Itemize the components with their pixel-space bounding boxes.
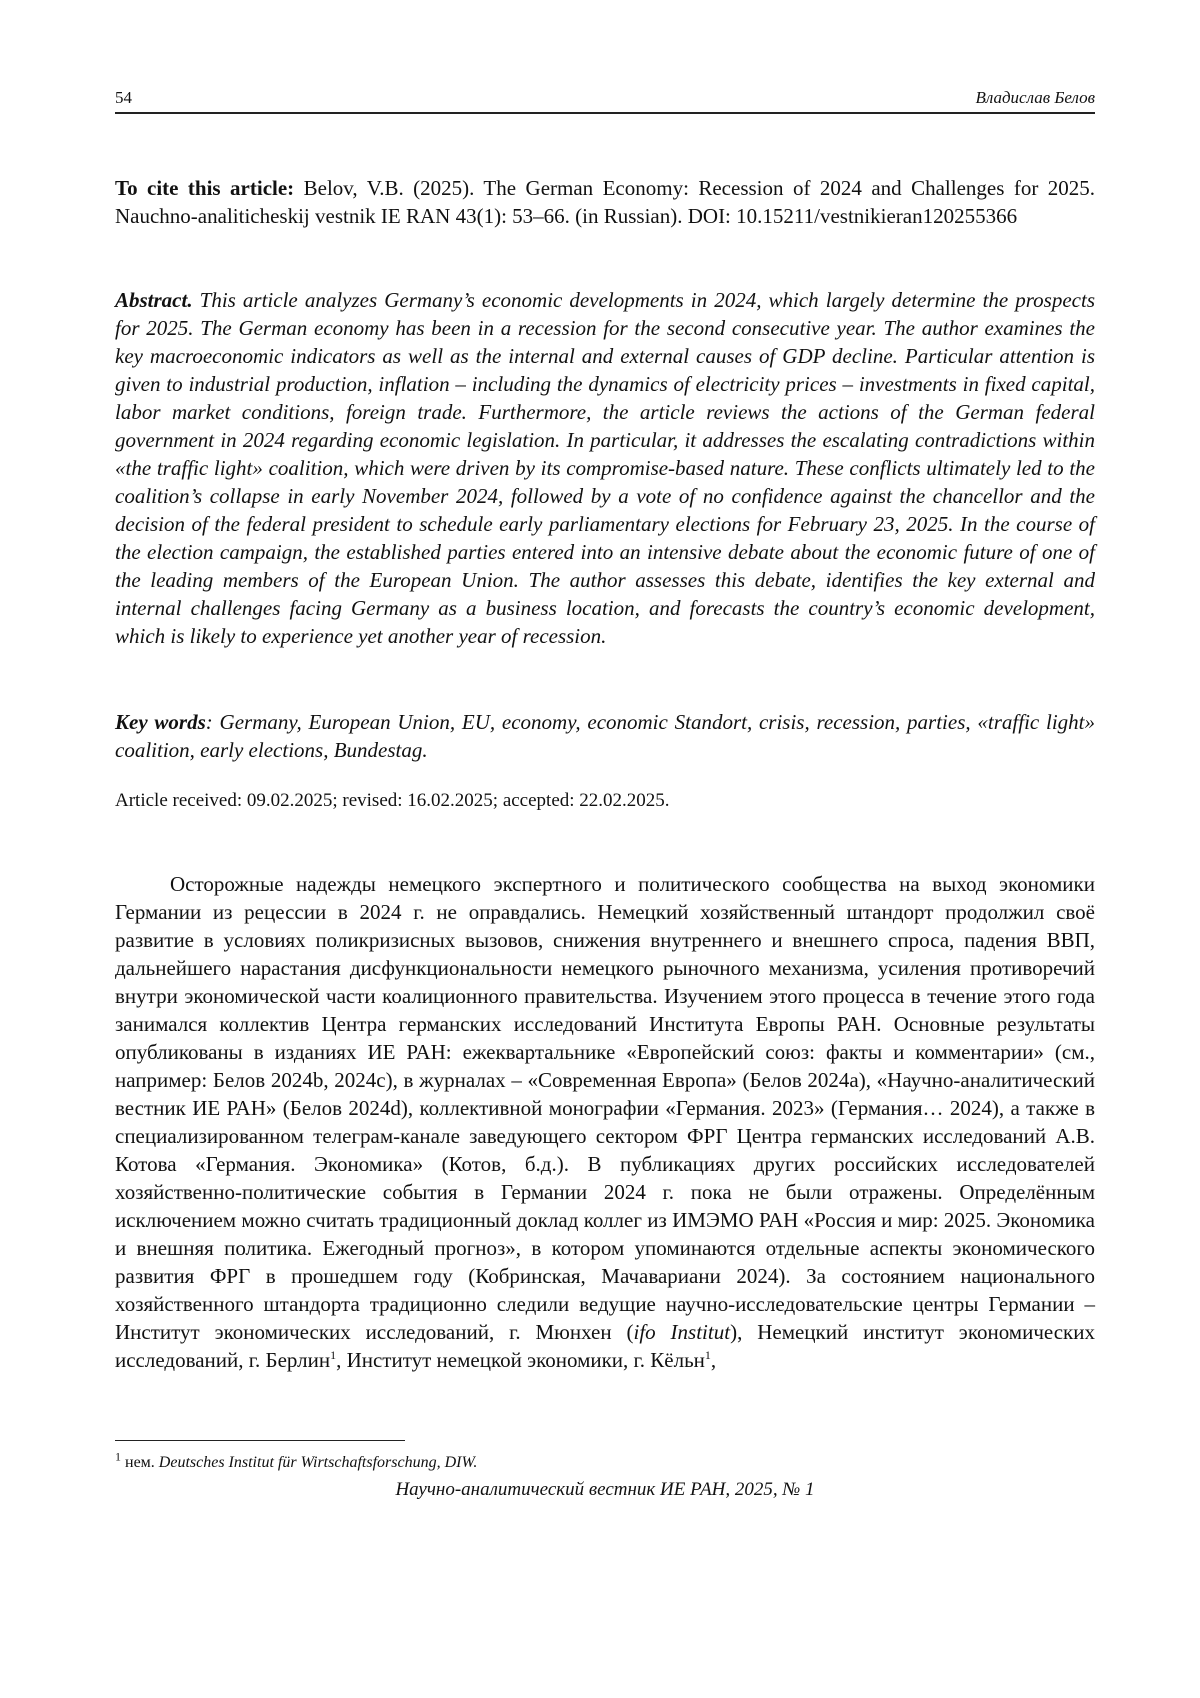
- article-dates: Article received: 09.02.2025; revised: 16.02.2025; accepted: 22.02.2025.: [115, 790, 670, 811]
- page-number: 54: [115, 88, 132, 107]
- citation-label: To cite this article:: [115, 176, 295, 200]
- body-text-italic: ifo Institut: [633, 1320, 731, 1344]
- abstract-label: Abstract: [115, 288, 188, 312]
- body-paragraph: [115, 870, 1095, 1374]
- footnote-ref[interactable]: 1: [704, 1348, 711, 1362]
- page: [115, 0, 1095, 1698]
- citation-text: Belov, V.B. (2025). The German Economy: Recession of 2024 and Challenges for 2025. Nauchno-analiticheskij vestnik IE RAN 43(1): 53–66. (in Russian). DOI: 10.15211/vestnikieran120255366: [115, 176, 1095, 228]
- footnote-ref[interactable]: 1: [330, 1348, 337, 1362]
- footnote-prefix: нем.: [121, 1454, 159, 1471]
- footnote-divider: [115, 1440, 405, 1441]
- citation-block: [115, 174, 1095, 230]
- running-header: [115, 86, 1095, 114]
- abstract-text: This article analyzes Germany’s economic developments in 2024, which largely determine the prospects for 2025. The German economy has been in a recession for the second consecutive year. The author examines the key macroeconomic indicators as well as the internal and external causes of GDP decline. Particular attention is given to industrial production, inflation – including the dynamics of electricity prices – investments in fixed capital, labor market conditions, foreign trade. Furthermore, the article reviews the actions of the German federal government in 2024 regarding economic legislation. In particular, it addresses the escalating contradictions within «the traffic light» coalition, which were driven by its compromise-based nature. These conflicts ultimately led to the coalition’s collapse in early November 2024, followed by a vote of no confidence against the chancellor and the decision of the federal president to schedule early parliamentary elections for February 23, 2025. In the course of the election campaign, the established parties entered into an intensive debate about the economic future of one of the leading members of the European Union. The author assesses this debate, identifies the key external and internal challenges facing Germany as a business location, and forecasts the country’s economic development, which is likely to experience yet another year of recession.: [115, 288, 1096, 648]
- abstract-block: Abstract. This article analyzes Germany’s economic developments in 2024, which largely determine the prospects for 2025. The German economy has been in a recession for the second consecutive year. The author examines the key macroeconomic indicators as well as the internal and external causes of GDP decline. Particular attention is given to industrial production, inflation – including the dynamics of electricity prices – investments in fixed capital, labor market conditions, foreign trade. Furthermore, the article reviews the actions of the German federal government in 2024 regarding economic legislation. In particular, it addresses the escalating contradictions within «the traffic light» coalition, which were driven by its compromise-based nature. These conflicts ultimately led to the coalition’s collapse in early November 2024, followed by a vote of no confidence against the chancellor and the decision of the federal president to schedule early parliamentary elections for February 23, 2025. In the course of the election campaign, the established parties entered into an intensive debate about the economic future of one of the leading members of the European Union. The author assesses this debate, identifies the key external and internal challenges facing Germany as a business location, and forecasts the country’s economic development, which is likely to experience yet another year of recession.: [115, 288, 1096, 648]
- journal-footer: Научно-аналитический вестник ИЕ РАН, 2025, № 1: [395, 1479, 815, 1500]
- footnote-text: Deutsches Institut für Wirtschaftsforschung, DIW.: [158, 1454, 478, 1471]
- body-text-c: , Институт немецкой экономики, г. Кёльн: [336, 1348, 705, 1372]
- body-text-b: ), Немецкий институт экономических исследований, г. Берлин: [115, 1320, 1095, 1372]
- keywords-block: Key words: Germany, European Union, EU, economy, economic Standort, crisis, recession, parties, «traffic light» coalition, early elections, Bundestag.: [115, 710, 1095, 762]
- footnote: [115, 1449, 1095, 1474]
- keywords-text: Germany, European Union, EU, economy, economic Standort, crisis, recession, parties, «traffic light» coalition, early elections, Bundestag.: [115, 710, 1095, 762]
- body-text-d: ,: [710, 1348, 717, 1372]
- keywords-label: Key words: [115, 710, 206, 734]
- running-header-author: Владислав Белов: [975, 88, 1095, 107]
- body-text-a: Осторожные надежды немецкого экспертного и политического сообщества на выход экономики Германии из рецессии в 2024 г. не оправдались. Немецкий хозяйственный штандорт продолжил своё развитие в условиях поликризисных вызовов, снижения внутреннего и внешнего спроса, падения ВВП, дальнейшего нарастания дисфункциональности немецкого рыночного механизма, усиления противоречий внутри экономической части коалиционного правительства. Изучением этого процесса в течение этого года занимался коллектив Центра германских исследований Института Европы РАН. Основные результаты опубликованы в изданиях ИЕ РАН: ежеквартальнике «Европейский союз: факты и комментарии» (см., например: Белов 2024b, 2024c), в журналах – «Современная Европа» (Белов 2024a), «Научно-аналитический вестник ИЕ РАН» (Белов 2024d), коллективной монографии «Германия. 2023» (Германия… 2024), а также в специализированном телеграм-канале заведующего сектором ФРГ Центра германских исследований А.В. Котова «Германия. Экономика» (Котов, б.д.). В публикациях других российских исследователей хозяйственно-политические события в Германии 2024 г. пока не были отражены. Определённым исключением можно считать традиционный доклад коллег из ИМЭМО РАН «Россия и мир: 2025. Экономика и внешняя политика. Ежегодный прогноз», в котором упоминаются отдельные аспекты экономического развития ФРГ в прошедшем году (Кобринская, Мачавариани 2024). За состоянием национального хозяйственного штандорта традиционно следили ведущие научно-исследовательские центры Германии – Институт экономических исследований, г. Мюнхен (: [115, 872, 1095, 1344]
- footnote-marker: 1: [115, 1449, 121, 1464]
